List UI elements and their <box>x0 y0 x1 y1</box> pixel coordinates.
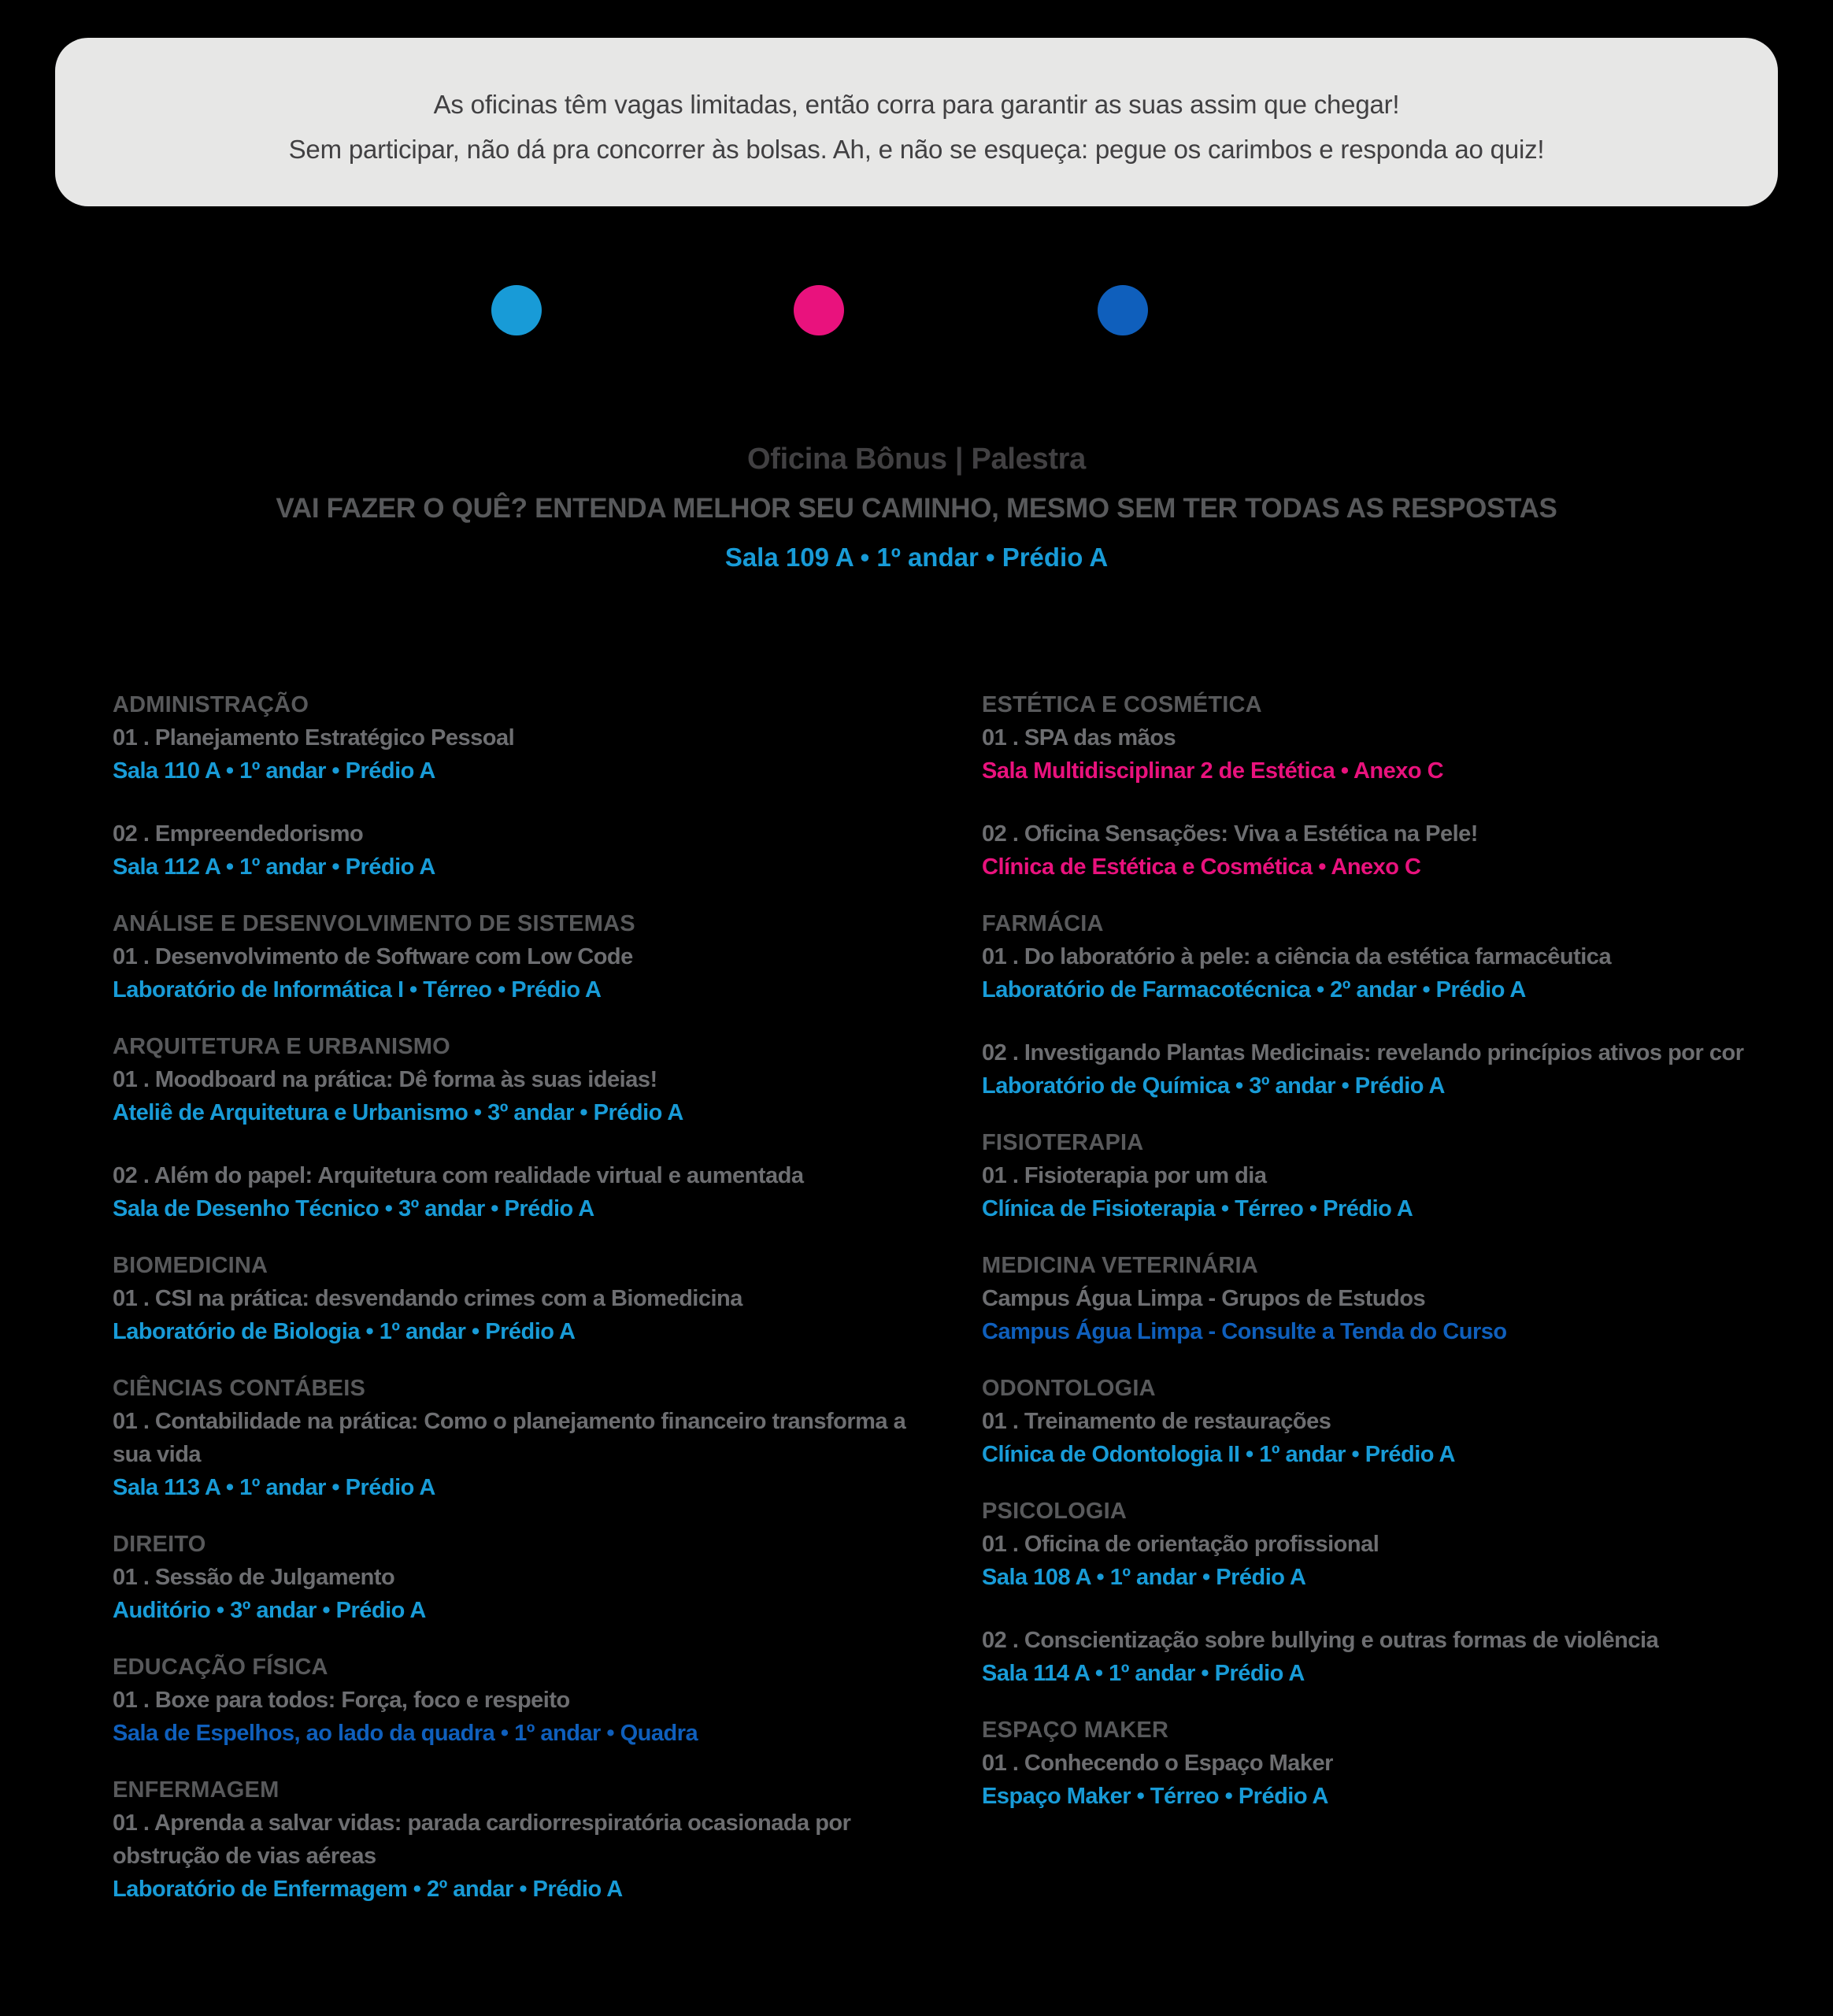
section-heading: ANÁLISE E DESENVOLVIMENTO DE SISTEMAS <box>113 911 635 936</box>
notice-banner <box>55 38 1778 206</box>
entry-title: 01 . Oficina de orientação profissional <box>982 1532 1379 1557</box>
course-section <box>113 907 947 1006</box>
entry-location: Campus Água Limpa - Consulte a Tenda do Curso <box>982 1319 1507 1344</box>
legend-dot-pink <box>794 285 844 335</box>
course-section <box>113 1651 947 1750</box>
entry-title: 02 . Conscientização sobre bullying e outras formas de violência <box>982 1628 1659 1653</box>
entry-location: Auditório • 3º andar • Prédio A <box>113 1598 426 1623</box>
course-section <box>982 1714 1833 1813</box>
workshop-entry <box>113 1684 947 1750</box>
entry-location: Sala 113 A • 1º andar • Prédio A <box>113 1475 435 1500</box>
course-section <box>113 1372 947 1504</box>
entry-location: Laboratório de Farmacotécnica • 2º andar • Prédio A <box>982 977 1526 1002</box>
entry-title: 01 . Fisioterapia por um dia <box>982 1163 1267 1188</box>
workshop-entry <box>113 817 947 884</box>
workshop-entry <box>113 1282 947 1348</box>
notice-banner-line2: Sem participar, não dá pra concorrer às bolsas. Ah, e não se esqueça: pegue os carimbos e responda ao quiz! <box>288 135 1545 164</box>
workshop-entry <box>982 1036 1833 1102</box>
legend-dot-light-blue <box>491 285 542 335</box>
entry-title: 01 . CSI na prática: desvendando crimes com a Biomedicina <box>113 1286 742 1311</box>
section-heading: DIREITO <box>113 1532 206 1557</box>
course-section <box>982 1495 1833 1690</box>
workshop-entry <box>982 721 1833 788</box>
column-right <box>982 688 1833 1836</box>
entry-title: 01 . Treinamento de restaurações <box>982 1409 1331 1434</box>
section-heading: ESPAÇO MAKER <box>982 1718 1169 1743</box>
course-section <box>113 688 947 884</box>
entry-title: 01 . Moodboard na prática: Dê forma às suas ideias! <box>113 1067 657 1092</box>
workshop-entry <box>982 1159 1833 1225</box>
section-heading: ARQUITETURA E URBANISMO <box>113 1034 450 1059</box>
entry-location: Espaço Maker • Térreo • Prédio A <box>982 1784 1328 1809</box>
entry-location: Laboratório de Química • 3º andar • Prédio A <box>982 1073 1445 1099</box>
section-heading: ESTÉTICA E COSMÉTICA <box>982 692 1262 717</box>
section-heading: MEDICINA VETERINÁRIA <box>982 1253 1258 1278</box>
course-section <box>982 1249 1833 1348</box>
entry-location: Sala 110 A • 1º andar • Prédio A <box>113 758 435 784</box>
course-section <box>113 1249 947 1348</box>
entry-location: Laboratório de Informática I • Térreo • Prédio A <box>113 977 602 1002</box>
workshop-entry <box>982 940 1833 1006</box>
course-section <box>982 907 1833 1102</box>
entry-location: Sala 114 A • 1º andar • Prédio A <box>982 1661 1305 1686</box>
entry-location: Clínica de Estética e Cosmética • Anexo C <box>982 854 1421 880</box>
section-heading: FISIOTERAPIA <box>982 1130 1144 1155</box>
workshop-entry <box>113 940 947 1006</box>
entry-title: 01 . Aprenda a salvar vidas: parada cardiorrespiratória ocasionada por obstrução de vias aéreas <box>113 1810 851 1869</box>
entry-title: 01 . Conhecendo o Espaço Maker <box>982 1751 1333 1776</box>
entry-title: 01 . Contabilidade na prática: Como o planejamento financeiro transforma a sua vida <box>113 1409 906 1467</box>
entry-location: Sala 112 A • 1º andar • Prédio A <box>113 854 435 880</box>
course-section <box>982 1126 1833 1225</box>
entry-location: Clínica de Odontologia II • 1º andar • Prédio A <box>982 1442 1455 1467</box>
entry-location: Laboratório de Biologia • 1º andar • Prédio A <box>113 1319 576 1344</box>
section-heading: ADMINISTRAÇÃO <box>113 692 309 717</box>
entry-location: Sala Multidisciplinar 2 de Estética • Anexo C <box>982 758 1444 784</box>
entry-title: 02 . Empreendedorismo <box>113 821 364 847</box>
entry-title: 01 . Desenvolvimento de Software com Low Code <box>113 944 633 969</box>
entry-title: 01 . SPA das mãos <box>982 725 1176 750</box>
entry-title: 01 . Planejamento Estratégico Pessoal <box>113 725 515 750</box>
entry-location: Laboratório de Enfermagem • 2º andar • Prédio A <box>113 1877 623 1902</box>
section-heading: ODONTOLOGIA <box>982 1376 1156 1401</box>
workshop-entry <box>982 1528 1833 1594</box>
section-heading: BIOMEDICINA <box>113 1253 268 1278</box>
column-left <box>113 688 947 1929</box>
entry-title: 02 . Além do papel: Arquitetura com realidade virtual e aumentada <box>113 1163 804 1188</box>
section-heading: EDUCAÇÃO FÍSICA <box>113 1655 328 1680</box>
workshop-entry <box>113 1063 947 1129</box>
workshop-entry <box>113 1807 947 1906</box>
course-section <box>982 688 1833 884</box>
course-section <box>113 1030 947 1225</box>
section-heading: PSICOLOGIA <box>982 1499 1128 1524</box>
workshop-entry <box>982 817 1833 884</box>
notice-banner-line1: As oficinas têm vagas limitadas, então corra para garantir as suas assim que chegar! <box>433 90 1400 119</box>
course-section <box>113 1528 947 1627</box>
course-section <box>982 1372 1833 1471</box>
legend-dot-royal-blue <box>1098 285 1148 335</box>
entry-title: 01 . Sessão de Julgamento <box>113 1565 395 1590</box>
workshop-entry <box>113 1405 947 1504</box>
workshop-entry <box>113 721 947 788</box>
entry-title: 01 . Boxe para todos: Força, foco e respeito <box>113 1688 570 1713</box>
entry-location: Sala 108 A • 1º andar • Prédio A <box>982 1565 1306 1590</box>
entry-title: 02 . Oficina Sensações: Viva a Estética na Pele! <box>982 821 1478 847</box>
entry-title: Campus Água Limpa - Grupos de Estudos <box>982 1286 1426 1311</box>
entry-location: Sala de Espelhos, ao lado da quadra • 1º andar • Quadra <box>113 1721 698 1746</box>
course-section <box>113 1773 947 1906</box>
featured-location: Sala 109 A • 1º andar • Prédio A <box>724 543 1109 572</box>
workshop-entry <box>982 1405 1833 1471</box>
entry-title: 01 . Do laboratório à pele: a ciência da estética farmacêutica <box>982 944 1612 969</box>
workshop-entry <box>982 1747 1833 1813</box>
featured-workshop-block <box>0 441 1833 575</box>
section-heading: CIÊNCIAS CONTÁBEIS <box>113 1376 366 1401</box>
workshop-entry <box>113 1159 947 1225</box>
workshop-entry <box>982 1282 1833 1348</box>
entry-location: Sala de Desenho Técnico • 3º andar • Prédio A <box>113 1196 594 1221</box>
section-heading: ENFERMAGEM <box>113 1777 280 1803</box>
workshop-entry <box>113 1561 947 1627</box>
featured-title: Oficina Bônus | Palestra <box>746 443 1086 476</box>
entry-title: 02 . Investigando Plantas Medicinais: revelando princípios ativos por cor <box>982 1040 1744 1065</box>
entry-location: Ateliê de Arquitetura e Urbanismo • 3º andar • Prédio A <box>113 1100 683 1125</box>
workshop-entry <box>982 1624 1833 1690</box>
entry-location: Clínica de Fisioterapia • Térreo • Prédio A <box>982 1196 1413 1221</box>
featured-subtitle: VAI FAZER O QUÊ? ENTENDA MELHOR SEU CAMINHO, MESMO SEM TER TODAS AS RESPOSTAS <box>276 493 1557 524</box>
section-heading: FARMÁCIA <box>982 911 1104 936</box>
